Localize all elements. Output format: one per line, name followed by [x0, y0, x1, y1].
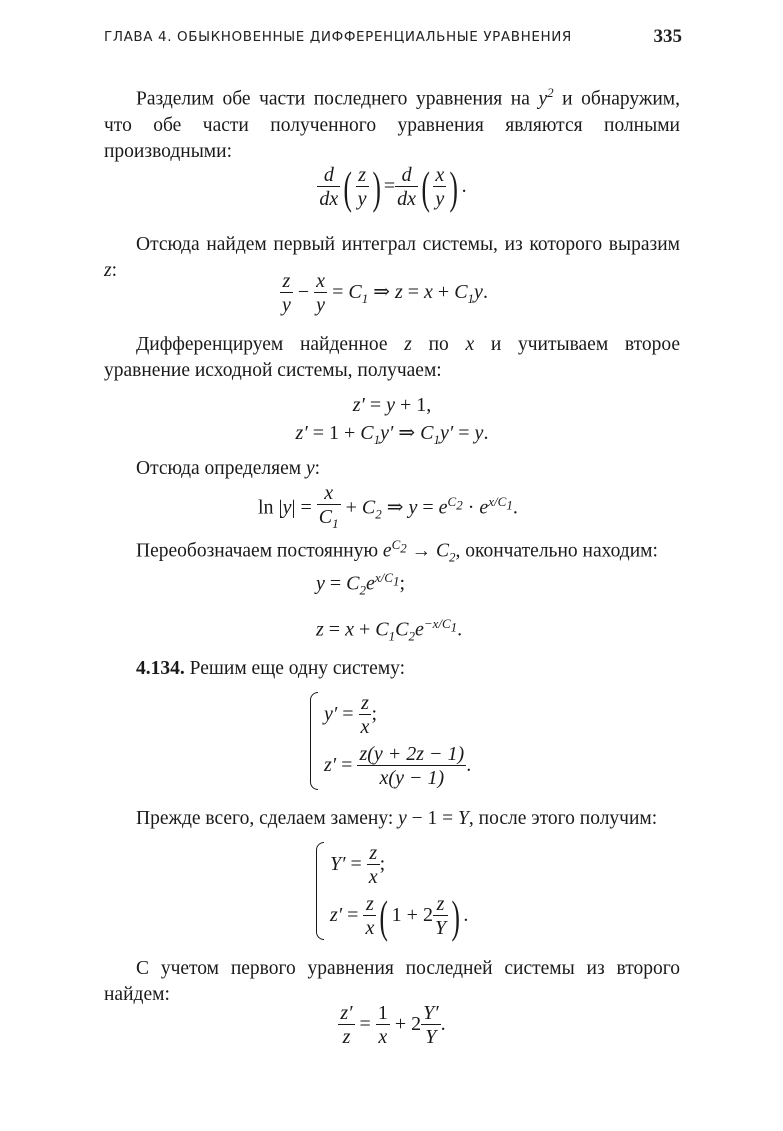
system-1: y′ = $\frac{z}{x}$ ; z′ = $\frac{z(y + 2z - 1)}{x(y - 1)}$ .	[310, 688, 560, 794]
equation-1: $\frac{d}{dx}$ ( $\frac{z}{y}$ ) = $\frac{d}{dx}$ ( $\frac{x}{y}$ ) .	[319, 161, 467, 213]
paragraph-2: Отсюда найдем первый интеграл системы, из которого выразим z:	[104, 234, 680, 281]
paragraph-1: Разделим обе части последнего уравнения на $y^2$ и обнаружим, что обе части полученного уравнения являются полными производными:	[104, 85, 680, 162]
paragraph-3: Дифференцируем найденное z по x и учитываем второе уравнение исходной системы, получаем:	[104, 334, 680, 381]
problem-number: 4.134.	[136, 658, 185, 679]
paragraph-4: Отсюда определяем y:	[136, 458, 321, 479]
problem-text: Решим еще одну систему:	[189, 658, 406, 679]
paragraph-6	[104, 656, 680, 682]
page-header	[104, 26, 682, 50]
equation-8: $\frac{z'}{z}$ = $\frac{1}{x}$ + 2 $\frac{Y'}{Y}$ .	[340, 1002, 446, 1048]
equation-4: ln |y| = $\frac{x}{C_1}$ + $C_2$ ⇒ $y = e^{C_2} \cdot e^{x/C_1}$.	[258, 482, 518, 531]
paragraph-7: Прежде всего, сделаем замену: y − 1 = Y, после этого получим:	[136, 808, 658, 829]
equation-3b: $z' = 1 + C_1y'$ ⇒ $C_1y' = y$.	[295, 422, 489, 447]
page-number: 335	[653, 26, 682, 47]
equation-5b: $z = x + C_1C_2e^{-x/C_1}$.	[316, 616, 463, 644]
equation-3a: z′ = y + 1,	[352, 394, 432, 416]
equation-2: $\frac{z}{y}$ − $\frac{x}{y}$ = $C_1$ ⇒ $z = x + C_1y$.	[282, 270, 488, 316]
paragraph-5: Переобозначаем постоянную $e^{C_2} \to C_2$, окончательно находим:	[136, 537, 658, 565]
system-2: Y′ = $\frac{z}{x}$ ; z′ = $\frac{z}{x}$ ( 1 + 2 $\frac{z}{Y}$ ) .	[316, 838, 566, 944]
chapter-title: ГЛАВА 4. ОБЫКНОВЕННЫЕ ДИФФЕРЕНЦИАЛЬНЫЕ УРАВНЕНИЯ	[104, 29, 572, 45]
paragraph-8: С учетом первого уравнения последней системы из второго найдем:	[104, 958, 680, 1005]
equation-5a: $y = C_2e^{x/C_1}$;	[316, 570, 406, 598]
